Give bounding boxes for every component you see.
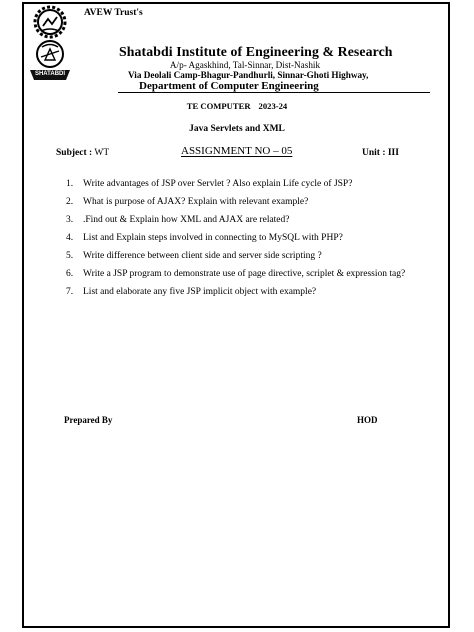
question-text: List and Explain steps involved in connecting to MySQL with PHP? bbox=[83, 233, 343, 243]
question-number: 1. bbox=[66, 179, 74, 189]
question-number: 5. bbox=[66, 251, 74, 261]
trust-name: AVEW Trust's bbox=[84, 8, 143, 18]
question-item bbox=[66, 214, 406, 226]
topic-title: Java Servlets and XML bbox=[189, 124, 285, 134]
question-text: Write advantages of JSP over Servlet ? Also explain Life cycle of JSP? bbox=[83, 179, 353, 189]
subject-line bbox=[56, 148, 109, 158]
logo-label: SHATABDI bbox=[34, 71, 66, 77]
question-item bbox=[66, 178, 406, 190]
assignment-title: ASSIGNMENT NO – 05 bbox=[181, 145, 293, 157]
question-item bbox=[66, 286, 406, 298]
question-item bbox=[66, 196, 406, 208]
question-number: 6. bbox=[66, 269, 74, 279]
question-number: 4. bbox=[66, 233, 74, 243]
prepared-by-label: Prepared By bbox=[64, 415, 113, 425]
question-list bbox=[66, 178, 406, 304]
subject-label: Subject : bbox=[56, 148, 93, 158]
address-line-2: Via Deolali Camp-Bhagur-Pandhurli, Sinnar-Ghoti Highway, bbox=[128, 70, 369, 80]
header-divider bbox=[118, 92, 430, 93]
question-number: 2. bbox=[66, 197, 74, 207]
academic-year: 2023-24 bbox=[258, 101, 288, 111]
question-item bbox=[66, 232, 406, 244]
address-line-1: A/p- Agaskhind, Tal-Sinnar, Dist-Nashik bbox=[169, 60, 321, 70]
question-text: List and elaborate any five JSP implicit object with example? bbox=[83, 287, 317, 297]
hod-label: HOD bbox=[357, 415, 378, 425]
question-text: .Find out & Explain how XML and AJAX are related? bbox=[83, 215, 290, 225]
question-number: 3. bbox=[66, 215, 74, 225]
unit-label: Unit : III bbox=[362, 148, 399, 158]
question-item bbox=[66, 268, 406, 280]
question-text: What is purpose of AJAX? Explain with relevant example? bbox=[83, 197, 309, 207]
class-name: TE COMPUTER bbox=[186, 101, 251, 111]
subject-value: WT bbox=[94, 148, 110, 158]
department-name: Department of Computer Engineering bbox=[139, 80, 319, 92]
question-text: Write difference between client side and server side scripting ? bbox=[83, 251, 322, 261]
question-number: 7. bbox=[66, 287, 74, 297]
page-border bbox=[22, 2, 450, 628]
question-text: Write a JSP program to demonstrate use of page directive, scriplet & expression tag? bbox=[83, 269, 406, 279]
class-year bbox=[0, 101, 474, 111]
question-item bbox=[66, 250, 406, 262]
institute-name: Shatabdi Institute of Engineering & Research bbox=[119, 44, 393, 59]
